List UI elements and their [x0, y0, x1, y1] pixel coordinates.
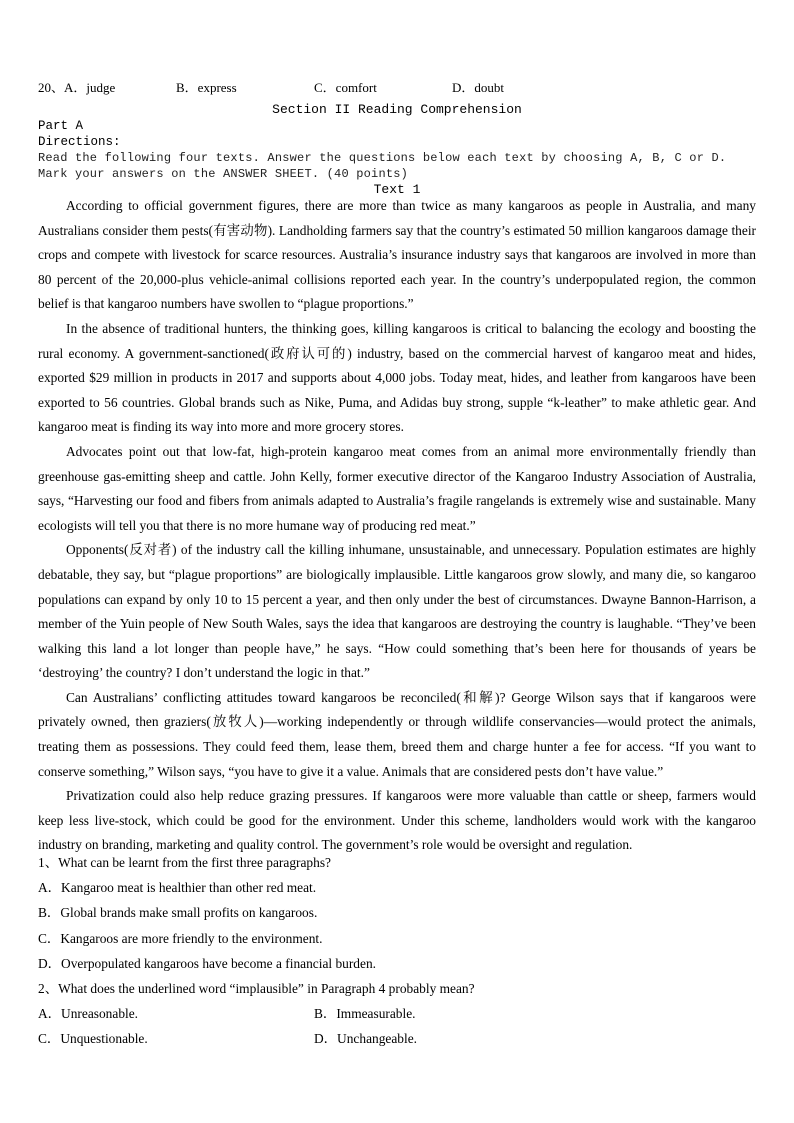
directions-block: [38, 118, 758, 182]
paragraph: Privatization could also help reduce grazing pressures. If kangaroos were more valuable than cattle or sheep, farmers would keep less live-stock, which could be good for the environment. Under this scheme, landholders would work with the kangaroo industry on branding, marketing and quality control. The government’s role would be oversight and regulation.: [38, 788, 756, 853]
text-title: Text 1: [373, 182, 421, 197]
option-d: D．doubt: [452, 80, 505, 95]
option: D．Overpopulated kangaroos have become a financial burden.: [38, 955, 376, 971]
question-stem: 2、What does the underlined word “implausible” in Paragraph 4 probably mean?: [38, 981, 475, 997]
article: [38, 194, 756, 858]
option: B．Global brands make small profits on kangaroos.: [38, 905, 318, 921]
option: B．Immeasurable.: [314, 1006, 416, 1022]
question-stem: 1、What can be learnt from the first three paragraphs?: [38, 855, 331, 870]
part-label: Part A: [38, 119, 84, 133]
directions-label: Directions:: [38, 135, 121, 149]
directions-text: Read the following four texts. Answer the questions below each text by choosing A, B, C or D. Mark your answers on the ANSWER SHEET. (40 points): [38, 151, 727, 181]
option: C．Unquestionable.: [38, 1031, 148, 1047]
paragraph: According to official government figures, there are more than twice as many kangaroos as people in Australia, and many Australians consider them pests(有害动物). Landholding farmers say that the country’s estimated 50 million kangaroos damage their crops and compete with livestock for scarce resources. Australia’s insurance industry says that kangaroos are involved in more than 80 percent of the 20,000-plus vehicle-animal collisions reported each year. In the country’s underpopulated region, the common belief is that kangaroo numbers have swollen to “plague proportions.”: [38, 198, 756, 312]
paragraph: Advocates point out that low-fat, high-protein kangaroo meat comes from an animal more environmentally friendly than greenhouse gas-emitting sheep and cattle. John Kelly, former executive director of the Kangaroo Industry Association of Australia, says, “Harvesting our food and fibers from animals adapted to Australia’s fragile rangelands is extremely wise and sustainable. Many ecologists will tell you that there is no more humane way of producing red meat.”: [38, 443, 756, 533]
section-title: Section II Reading Comprehension: [272, 102, 522, 117]
option: C．Kangaroos are more friendly to the environment.: [38, 930, 323, 946]
option: A．Unreasonable.: [38, 1006, 139, 1022]
question-20: [38, 77, 504, 96]
paragraph: Opponents(反对者) of the industry call the killing inhumane, unsustainable, and unnecessary. Population estimates are highly debatable, they say, but “plague proportions” are biologically implausible. Little kangaroos grow slowly, and many die, so kangaroo populations can expand by only 10 to 15 percent a year, and then only under the best of circumstances. Dwayne Bannon-Harrison, a member of the Yuin people of New South Wales, says the idea that kangaroos are destroying the country is laughable. “They’ve been walking this land a lot longer than people have,” he says. “How could something that’s been here for thousands of years be ‘destroying’ the country? I don’t understand the logic in that.”: [38, 542, 756, 681]
option-a: 20、A．judge: [38, 80, 116, 95]
option: D．Unchangeable.: [314, 1031, 417, 1047]
option: A．Kangaroo meat is healthier than other red meat.: [38, 880, 317, 896]
paragraph: In the absence of traditional hunters, the thinking goes, killing kangaroos is critical to balancing the ecology and boosting the rural economy. A government-sanctioned(政府认可的) industry, based on the commercial harvest of kangaroo meat and hides, exported $29 million in products in 2017 and supports about 4,000 jobs. Today meat, hides, and leather from kangaroos have been exported to 56 countries. Global brands such as Nike, Puma, and Adidas buy strong, supple “k-leather” to make athletic gear. And kangaroo meat is finding its way into more and more grocery stores.: [38, 320, 756, 435]
option-b: B．express: [176, 80, 237, 95]
option-c: C．comfort: [314, 80, 377, 95]
paragraph: Can Australians’ conflicting attitudes toward kangaroos be reconciled(和解)? George Wilson says that if kangaroos were privately owned, then graziers(放牧人)—working independently or through wildlife conservancies—would protect the animals, treating them as possessions. They could feed them, lease them, breed them and charge hunter a fee for access. “If you want to conserve something,” Wilson says, “you have to give it a value. Animals that are considered pests don’t have value.”: [38, 689, 756, 779]
questions: [38, 850, 756, 1052]
